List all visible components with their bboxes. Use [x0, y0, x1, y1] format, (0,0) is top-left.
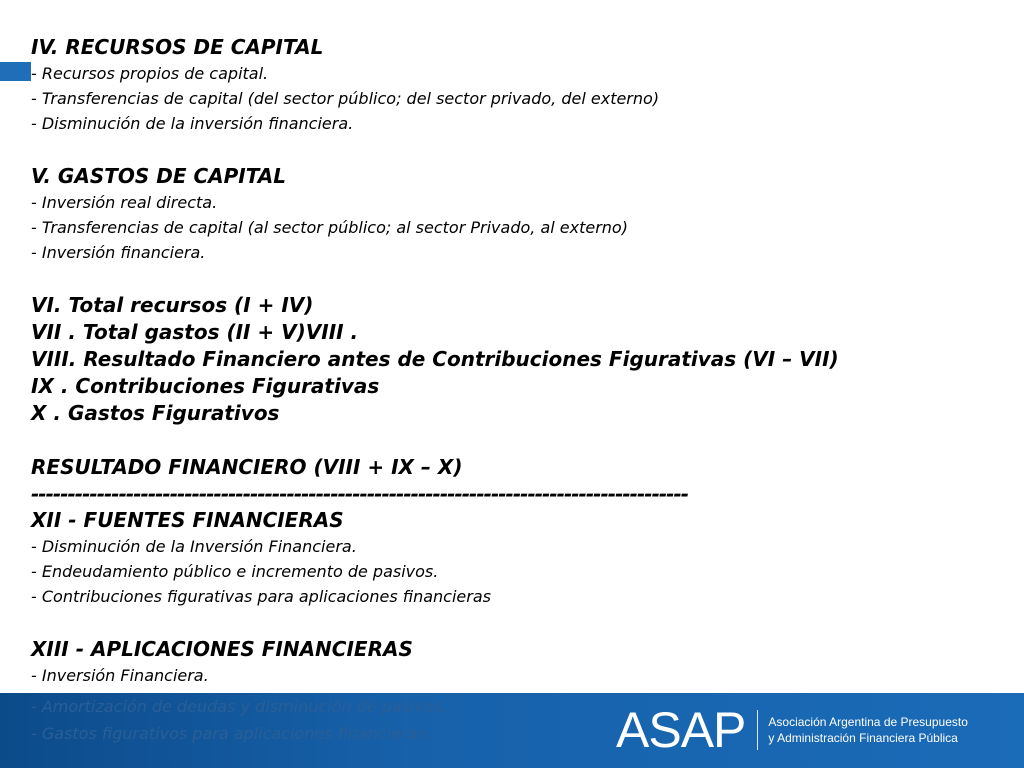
capital-resources-item: - Disminución de la inversión financiera. — [31, 114, 354, 133]
organization-name-line: Asociación Argentina de Presupuesto — [768, 715, 968, 729]
total-line: X . Gastos Figurativos — [31, 401, 280, 425]
asap-logo — [616, 702, 968, 758]
capital-expenses-item: - Transferencias de capital (al sector público; al sector Privado, al externo) — [31, 218, 628, 237]
organization-name-line: y Administración Financiera Pública — [768, 731, 958, 745]
capital-resources-item: - Recursos propios de capital. — [31, 64, 269, 83]
financial-sources-item: - Contribuciones figurativas para aplicaciones financieras — [31, 587, 491, 606]
total-line: VIII. Resultado Financiero antes de Contribuciones Figurativas (VI – VII) — [31, 347, 839, 371]
dashed-divider: ------------------------------------------------------------------------------------------ — [31, 482, 689, 506]
financial-sources-item: - Endeudamiento público e incremento de pasivos. — [31, 562, 439, 581]
logo-separator — [757, 710, 758, 750]
organization-name — [768, 714, 967, 746]
footer-bar — [0, 693, 1024, 768]
capital-resources-item: - Transferencias de capital (del sector público; del sector privado, del externo) — [31, 89, 660, 108]
section-title-financial-applications: XIII - APLICACIONES FINANCIERAS — [31, 637, 413, 661]
section-title-capital-expenses: V. GASTOS DE CAPITAL — [31, 164, 287, 188]
total-line: IX . Contribuciones Figurativas — [31, 374, 380, 398]
section-title-capital-resources: IV. RECURSOS DE CAPITAL — [31, 35, 324, 59]
accent-mark — [0, 62, 31, 81]
financial-applications-item: - Gastos figurativos para aplicaciones financieras. — [31, 724, 431, 743]
total-line: VI. Total recursos (I + IV) — [31, 293, 314, 317]
footer-overlay-text — [31, 693, 447, 747]
capital-expenses-item: - Inversión financiera. — [31, 243, 206, 262]
financial-applications-item: - Inversión Financiera. — [31, 666, 209, 685]
total-line: VII . Total gastos (II + V)VIII . — [31, 320, 359, 344]
financial-result: RESULTADO FINANCIERO (VIII + IX – X) — [31, 455, 463, 479]
slide-content — [31, 34, 1011, 688]
financial-sources-item: - Disminución de la Inversión Financiera. — [31, 537, 357, 556]
financial-applications-item: - Amortización de deudas y disminución de pasivos. — [31, 697, 448, 716]
section-title-financial-sources: XII - FUENTES FINANCIERAS — [31, 508, 344, 532]
capital-expenses-item: - Inversión real directa. — [31, 193, 218, 212]
logo-mark: ASAP — [616, 702, 746, 758]
